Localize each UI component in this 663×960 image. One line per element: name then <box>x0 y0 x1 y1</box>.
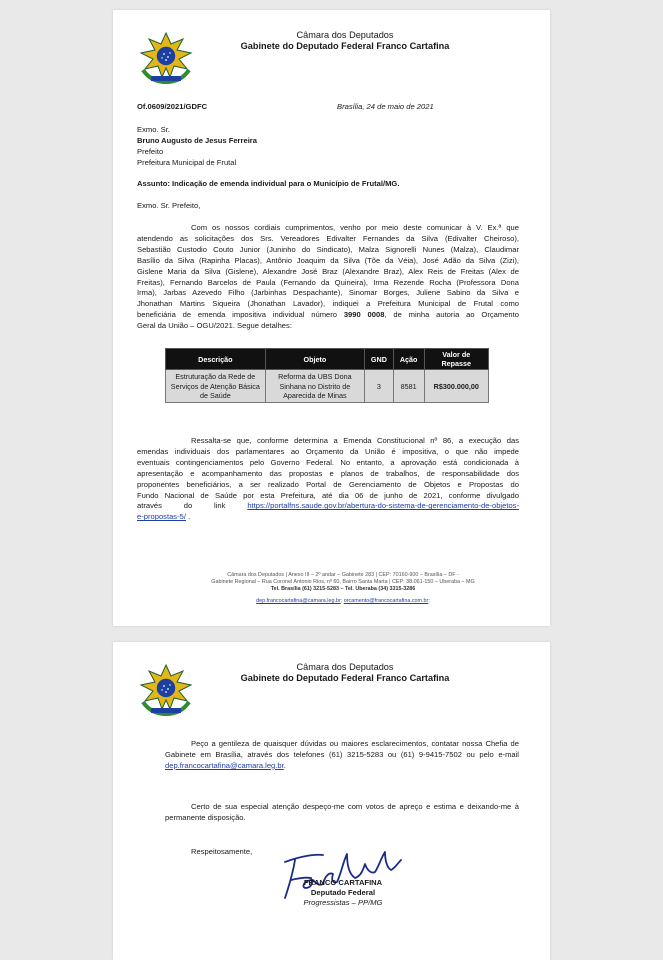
letter-subject: Assunto: Indicação de emenda individual para o Município de Frutal/MG. <box>137 179 400 188</box>
paragraph-line: Jhonathan Martins Siqueira (Jhonathan Lavador), indiquei a Prefeitura Municipal de Frutal como <box>137 299 519 309</box>
portal-link-continued[interactable]: e-propostas-5/ <box>137 512 186 522</box>
cell-descricao: Estruturação da Rede de Serviços de Atenção Básica de Saúde <box>166 370 266 403</box>
cell-acao: 8581 <box>393 370 424 403</box>
paragraph-line: eventuais contingenciamentos pelo Governo Federal. No entanto, a aprovação está condicionada à <box>137 457 519 467</box>
paragraph-line: dep.francocartafina@camara.leg.br. <box>165 760 286 770</box>
column-header: GND <box>365 349 394 370</box>
column-header: Objeto <box>265 349 364 370</box>
body-paragraph-4 <box>165 802 519 824</box>
recipient-role: Prefeito <box>137 147 164 156</box>
body-paragraph-2 <box>137 436 519 523</box>
brazil-coat-of-arms-icon <box>137 32 195 86</box>
cell-gnd: 3 <box>365 370 394 403</box>
cell-valor: R$300.000,00 <box>424 370 489 403</box>
letter-reference: Of.0609/2021/GDFC <box>137 102 208 111</box>
letterhead <box>199 30 491 52</box>
footer-email-link[interactable]: dep.francocartafina@camara.leg.br <box>256 598 341 604</box>
closing: Respeitosamente, <box>191 847 253 856</box>
column-header: Ação <box>393 349 424 370</box>
letterhead-line-2: Gabinete do Deputado Federal Franco Cartafina <box>240 41 450 51</box>
paragraph-line: Gabinete em Brasília, através dos telefones (61) 3215-5283 ou (61) 9-9415-7502 ou pelo e-mail <box>165 749 519 759</box>
footer-phones: Tel. Brasília (61) 3215-5283 – Tel. Uberaba (34) 3315-3286 <box>270 586 416 592</box>
signatory <box>293 878 393 908</box>
paragraph-line: Fundo Nacional de Saúde por esta Prefeitura, até dia 06 de junho de 2021, conforme divulgado <box>137 490 519 500</box>
letter-footer <box>173 572 513 605</box>
footer-address-2: Gabinete Regional – Rua Coronel Antonio Rios, nº 60, Bairro Santa Marta | CEP: 38.061-150 – Uberaba – MG <box>211 579 475 585</box>
letterhead-line-1: Câmara dos Deputados <box>296 30 394 40</box>
portal-link[interactable]: https://portalfns.saude.gov.br/abertura-do-sistema-de-gerenciamento-de-objetos- <box>247 501 519 511</box>
paragraph-line: Com os nossos cordiais cumprimentos, venho por meio deste comunicar à V. Ex.ª que <box>191 223 519 232</box>
paragraph-line: atendendo as solicitações dos Srs. Vereadores Edivalter Fernandes da Silva (Edivalter Cheiroso), <box>137 233 519 243</box>
recipient-title: Exmo. Sr. <box>137 125 170 134</box>
table-row <box>166 370 489 403</box>
paragraph-line: e-propostas-5/ . <box>137 512 191 522</box>
amendment-number: 3990 0008 <box>343 310 385 320</box>
recipient-organization: Prefeitura Municipal de Frutal <box>137 158 237 167</box>
footer-emails: dep.francocartafina@camara.leg.br; orcamento@francocartafina.com.br; <box>256 598 430 604</box>
paragraph-line: Irma), Jarbas Azevedo Filho (Jarbinhas Despachante), Sinomar Borges, Juliene Sabino da Silva e <box>137 288 519 298</box>
footer-email-link[interactable]: orcamento@francocartafina.com.br <box>343 598 429 604</box>
letter-page-2 <box>113 642 550 960</box>
paragraph-line: Peço a gentileza de quaisquer dúvidas ou maiores esclarecimentos, contatar nossa Chefia de <box>191 739 519 748</box>
signatory-role: Deputado Federal <box>310 888 376 897</box>
paragraph-line: Geral da União – OGU/2021. Segue detalhes: <box>137 321 292 331</box>
paragraph-line: através do link https://portalfns.saude.gov.br/abertura-do-sistema-de-gerenciamento-de-objetos- <box>137 501 519 511</box>
letter-page-1 <box>113 10 550 626</box>
paragraph-line: emendas individuais dos parlamentares ao Orçamento da União é impositiva, o que não impede <box>137 446 519 456</box>
paragraph-line: Ressalta-se que, conforme determina a Emenda Constitucional nº 86, a execução das <box>191 436 519 445</box>
paragraph-line: Sebastião Custodio Couto Junior (Juninho do Sindicato), Malza Signorelli Nunes (Malza), Claudimar <box>137 244 519 254</box>
letterhead-line-1: Câmara dos Deputados <box>296 662 394 672</box>
signatory-party: Progressistas – PP/MG <box>303 898 383 907</box>
paragraph-line: Freitas), Fernando Barcelos de Paula (Fernando da Quineira), Irma Rezende Rocha (Professora Dona <box>137 277 519 287</box>
letterhead-line-2: Gabinete do Deputado Federal Franco Cartafina <box>240 673 450 683</box>
cell-objeto: Reforma da UBS Dona Sinhana no Distrito de Aparecida de Minas <box>265 370 364 403</box>
paragraph-line: Basílio da Silva (Rapinha Placas), Antônio Joaquim da Silva (Tõe da Véia), José Adão da Silva (Zizi), <box>137 255 519 265</box>
signatory-name: FRANCO CARTAFINA <box>303 878 383 887</box>
paragraph-line: beneficiária de emenda impositiva individual número 3990 0008, de minha autoria ao Orçamento <box>137 310 519 320</box>
column-header: Valor de Repasse <box>424 349 489 370</box>
letterhead <box>199 662 491 684</box>
body-paragraph-3 <box>165 739 519 772</box>
body-paragraph-1 <box>137 223 519 332</box>
brazil-coat-of-arms-icon <box>137 664 195 718</box>
letter-greeting: Exmo. Sr. Prefeito, <box>137 201 201 210</box>
amendment-table <box>165 348 489 403</box>
paragraph-line: proponentes beneficiários, a ser realizado Portal de Gerenciamento de Objetos e Propostas do <box>137 479 519 489</box>
place-and-date: Brasília, 24 de maio de 2021 <box>337 102 434 111</box>
paragraph-line: permanente disposição. <box>165 812 246 822</box>
paragraph-line: Certo de sua especial atenção despeço-me com votos de apreço e estima e deixando-me à <box>191 802 519 811</box>
recipient-name: Bruno Augusto de Jesus Ferreira <box>137 136 257 145</box>
paragraph-line: Gislene Maria da Silva (Gislene), Alexandre José Braz (Alexandre Braz), Alex Reis de Freitas (Alex de <box>137 266 519 276</box>
column-header: Descrição <box>166 349 266 370</box>
email-link[interactable]: dep.francocartafina@camara.leg.br <box>165 760 284 770</box>
footer-address-1: Câmara dos Deputados | Anexo III – 2º andar – Gabinete 283 | CEP: 70160-900 – Brasília – DF - <box>227 572 459 578</box>
paragraph-line: apresentação e acompanhamento das propostas e planos de trabalhos, de responsabilidade dos <box>137 468 519 478</box>
